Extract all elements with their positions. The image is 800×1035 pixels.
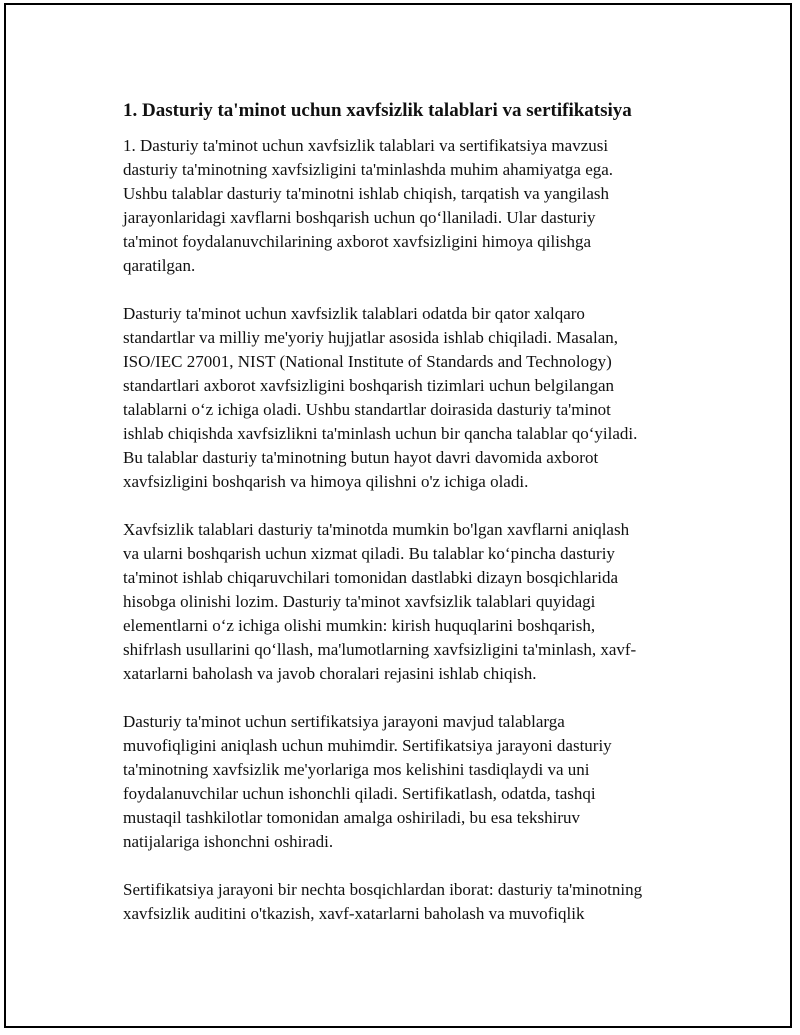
- paragraph-4: Dasturiy ta'minot uchun sertifikatsiya jarayoni mavjud talablarga muvofiqligini aniqlash uchun muhimdir. Sertifikatsiya jarayoni dasturiy ta'minotning xavfsizlik me'yorlariga mos kelishini tasdiqlaydi va uni foydalanuvchilar uchun ishonchli qiladi. Sertifikatlash, odatda, tashqi mustaqil tashkilotlar tomonidan amalga oshiriladi, bu esa tekshiruv natijalariga ishonchni oshiradi.: [123, 712, 612, 851]
- paragraph-2: Dasturiy ta'minot uchun xavfsizlik talablari odatda bir qator xalqaro standartlar va milliy me'yoriy hujjatlar asosida ishlab chiqiladi. Masalan, ISO/IEC 27001, NIST (National Institute of Standards and Technology) standartlari axborot xavfsizligini boshqarish tizimlari uchun belgilangan talablarni o‘z ichiga oladi. Ushbu standartlar doirasida dasturiy ta'minot ishlab chiqishda xavfsizlikni ta'minlash uchun bir qancha talablar qo‘yiladi. Bu talablar dasturiy ta'minotning butun hayot davri davomida axborot xavfsizligini boshqarish va himoya qilishni o'z ichiga oladi.: [123, 304, 638, 491]
- document-page: [4, 3, 792, 1028]
- document-content: [123, 98, 698, 950]
- paragraph-3: Xavfsizlik talablari dasturiy ta'minotda mumkin bo'lgan xavflarni aniqlash va ularni boshqarish uchun xizmat qiladi. Bu talablar ko‘pincha dasturiy ta'minot ishlab chiqaruvchilari tomonidan dastlabki dizayn bosqichlarida hisobga olinishi lozim. Dasturiy ta'minot xavfsizlik talablari quyidagi elementlarni o‘z ichiga olishi mumkin: kirish huquqlarini boshqarish, shifrlash usullarini qo‘llash, ma'lumotlarning xavfsizligini ta'minlash, xavf- xatarlarni baholash va javob choralari rejasini ishlab chiqish.: [123, 520, 637, 683]
- paragraph-1: 1. Dasturiy ta'minot uchun xavfsizlik talablari va sertifikatsiya mavzusi dasturiy ta'minotning xavfsizligini ta'minlashda muhim ahamiyatga ega. Ushbu talablar dasturiy ta'minotni ishlab chiqish, tarqatish va yangilash jarayonlaridagi xavflarni boshqarish uchun qo‘llaniladi. Ular dasturiy ta'minot foydalanuvchilarining axborot xavfsizligini himoya qilishga qaratilgan.: [123, 136, 614, 275]
- document-title: 1. Dasturiy ta'minot uchun xavfsizlik talablari va sertifikatsiya: [123, 100, 632, 121]
- paragraph-5: Sertifikatsiya jarayoni bir nechta bosqichlardan iborat: dasturiy ta'minotning xavfsizlik auditini o'tkazish, xavf-xatarlarni baholash va muvofiqlik: [123, 880, 643, 923]
